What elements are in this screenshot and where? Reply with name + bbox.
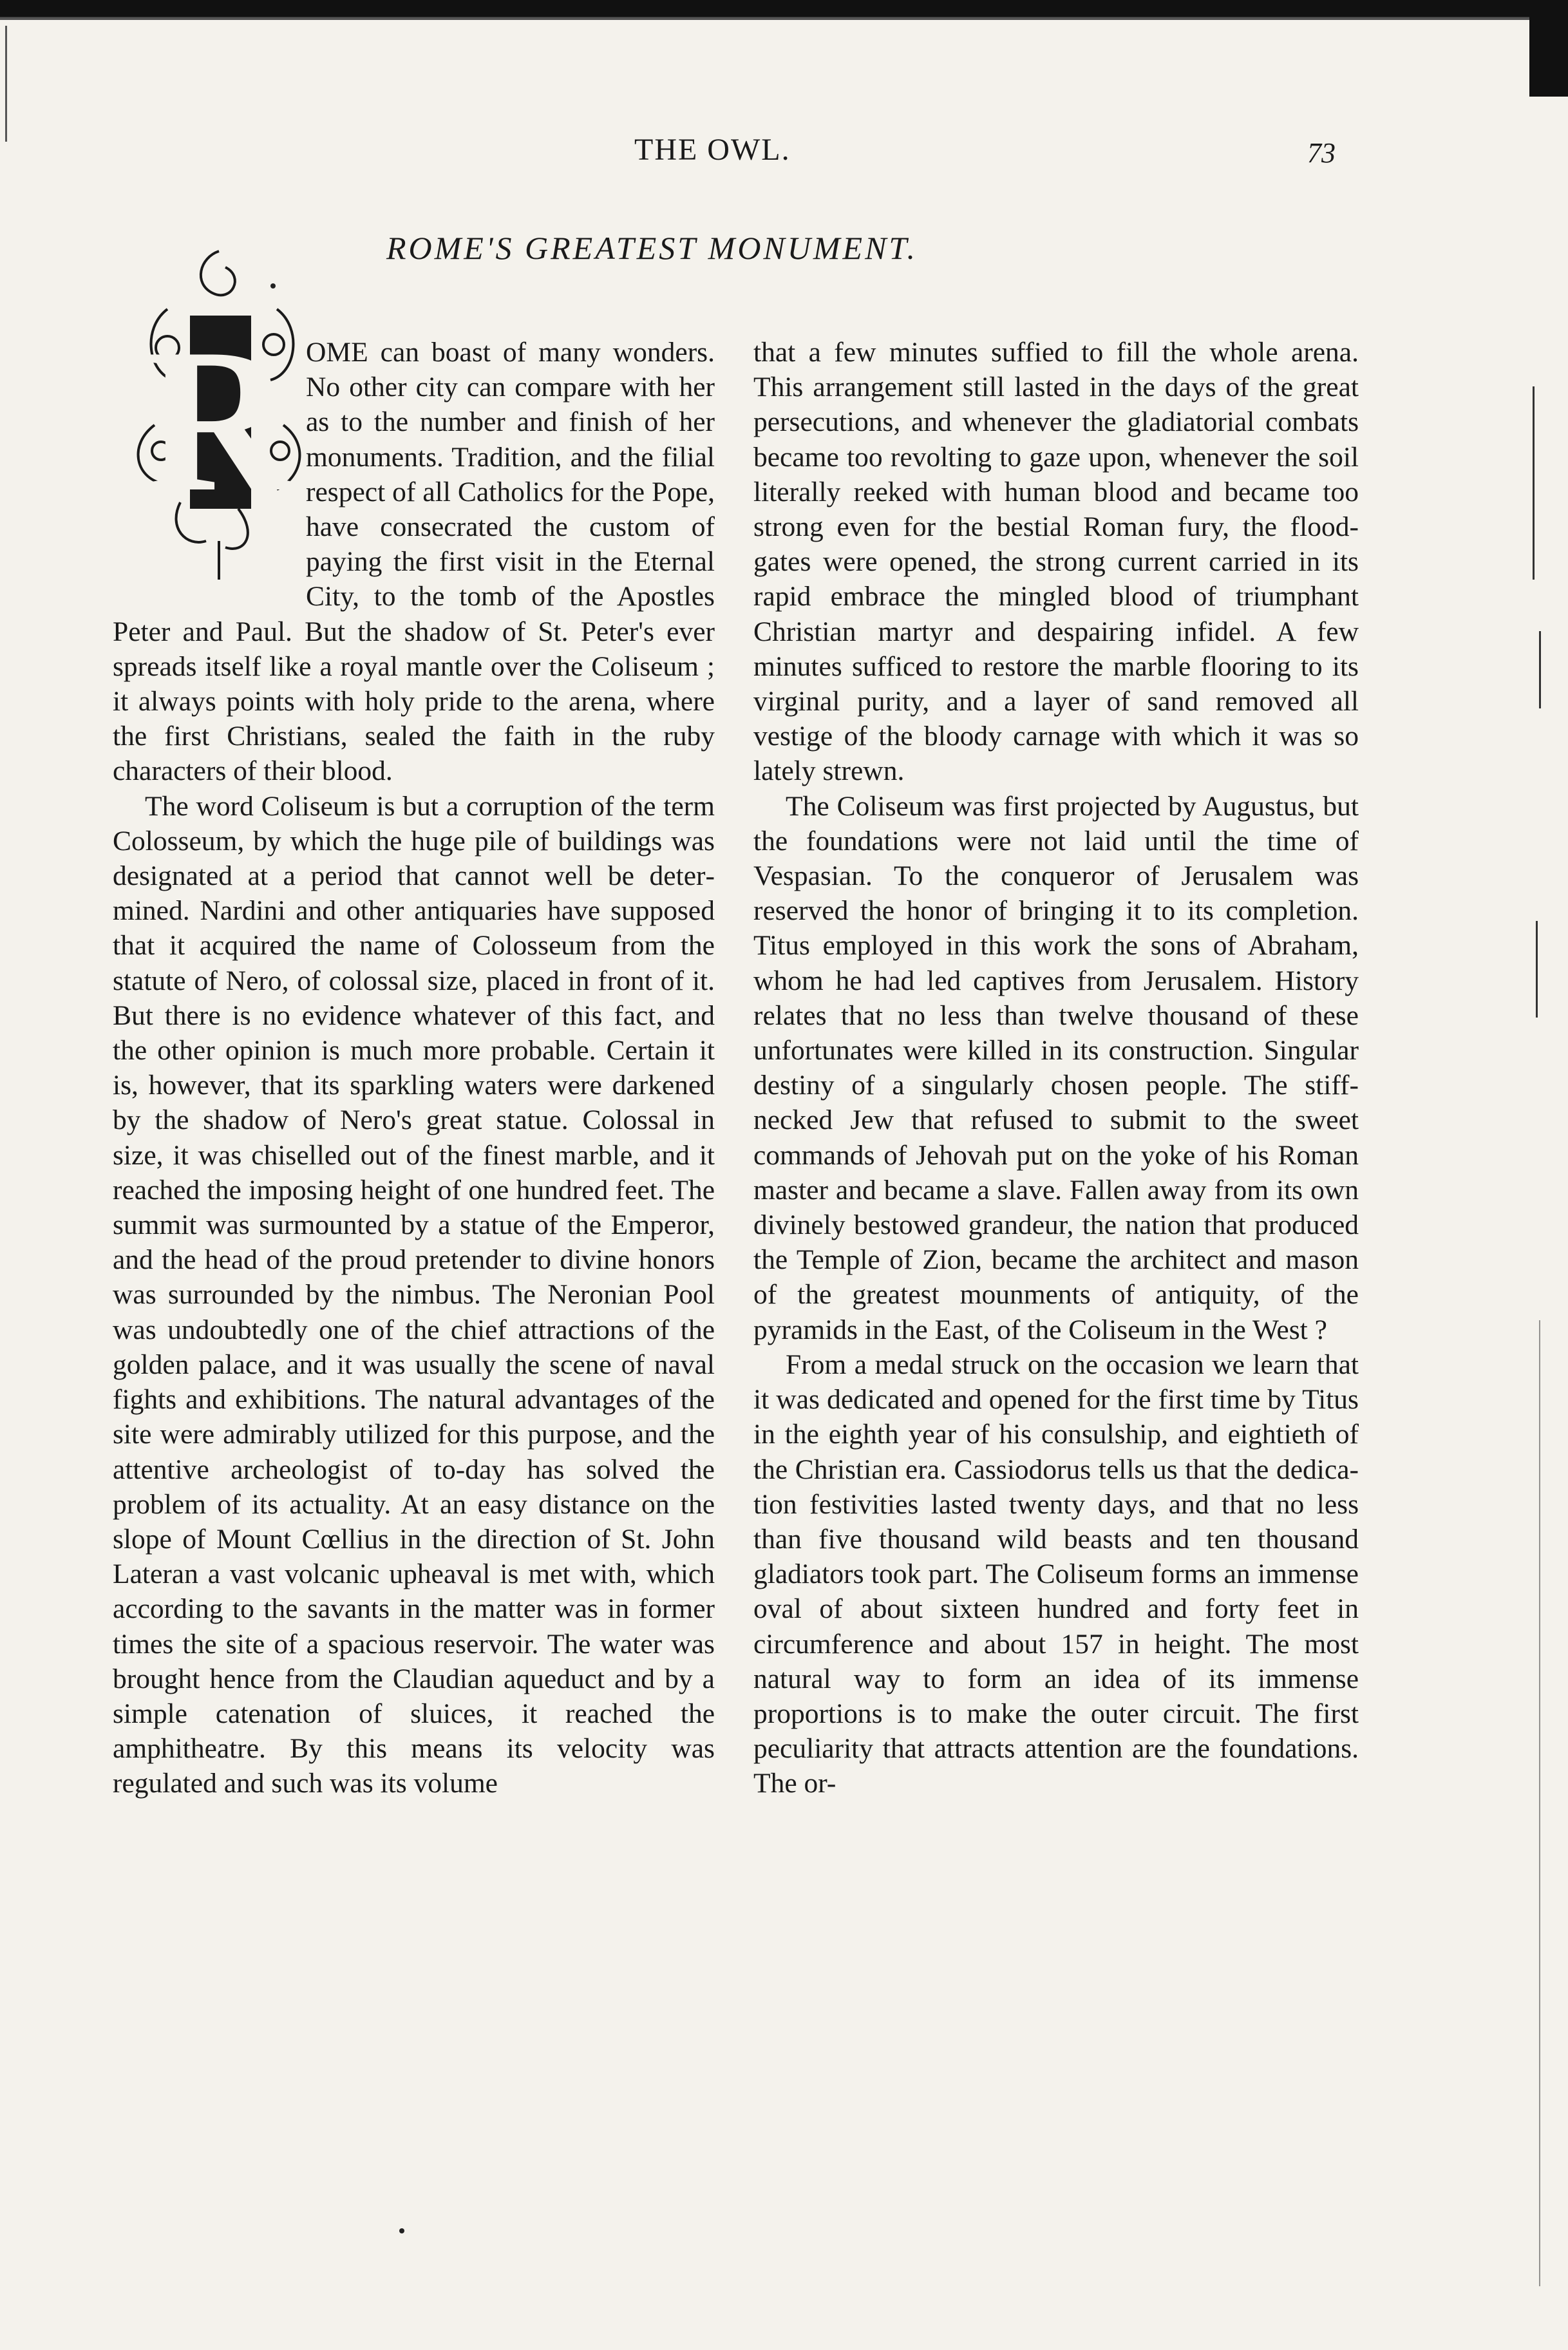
drop-cap-letter: R xyxy=(144,307,294,535)
margin-scratch xyxy=(1539,631,1541,708)
page-number: 73 xyxy=(1307,137,1336,169)
ink-dot xyxy=(399,2228,404,2233)
ornament-flourish-top xyxy=(201,251,235,295)
paragraph-construction: The Coliseum was first projected by Augustus, but the foundations were not laid until the time of Vespasian. To the conqueror of Jerusalem was reserved the honor of bringing it to its completion. Titus employed in this work the sons of Abraham, whom he had led captives from Jerusalem. History relates that no less than twelve thousand of these unfortunates were killed in its construction. Singular destiny of a singularly chosen people. The stiff-necked Jew that refused to submit to the sweet commands of Jehovah put on the yoke of his Roman master and became a slave. Fallen away from its own divinely bestowed grandeur, the nation that produced the Temple of Zion, became the architect and mason of the greatest mounments of antiquity, of the pyramids in the East, of the Coliseum in the West ? xyxy=(753,790,1359,1345)
scan-mark xyxy=(1529,0,1568,97)
running-title: THE OWL. xyxy=(634,133,791,167)
paragraph-arena-flooding: that a few minutes suffied to fill the whole arena. This arrangement still lasted in the days of the great persecutions, and whenever the gladiatorial combats became too revolting to gaze upon, whenever the soil literally reeked with human blood and became too strong even for the bestial Roman fury, the flood-gates were opened, the strong current carried in its rapid embrace the mingled blood of triumphant Christian martyr and despairing infidel. A few minutes sufficed to restore the marble flooring to its virginal purity, and a layer of sand removed all vestige of the bloody carnage with which it was so lately strewn. xyxy=(753,337,1359,787)
scan-edge-mark xyxy=(5,26,7,142)
paragraph-coliseum-name: The word Coliseum is but a corruption of the term Colosseum, by which the huge pile of buildings was designated at a period that cannot well be determined. Nardini and other antiquaries have supposed that it acquired the name of Colosseum from the statute of Nero, of colossal size, placed in front of it. But there is no evidence whatever of this fact, and the other opinion is much more probable. Certain it is, however, that its sparkling waters were darkened by the shadow of Nero's great statue. Colossal in size, it was chiselled out of the finest marble, and it reached the imposing height of one hundred feet. The summit was surmounted by a statue of the Emperor, and the head of the proud pretender to divine honors was surrounded by the nimbus. The Neronian Pool was undoubtedly one of the chief attractions of the golden palace, and it was usually the scene of naval fights and exhibitions. The natural advantages of the site were admirably utilized for this purpose, and the attentive archeologist of to-day has solved the problem of its actuality. At an easy distance on the slope of Mount Cœllius in the direction of St. John Lateran a vast volcanic upheaval is met with, which according to the savants in the matter was in former times the site of a spacious reservoir. The water was brought hence from the Claudian aqueduct and by a simple catenation of sluices, it reached the amphitheatre. By this means its velocity was regulated and such was its volume xyxy=(113,790,715,1799)
ink-dot xyxy=(270,283,276,289)
right-column xyxy=(753,335,1359,1801)
margin-scratch xyxy=(1533,386,1535,580)
margin-scratch xyxy=(1539,1320,1540,2286)
article-title: ROME'S GREATEST MONUMENT. xyxy=(386,230,918,266)
drop-cap-wrap-space xyxy=(113,335,306,612)
margin-scratch xyxy=(1536,921,1538,1018)
paragraph-intro: OME can boast of many wonders. No other city can compare with her as to the number and finish of her monuments. Tradition, and the filial respect of all Catholics for the Pope, have consecrated the custom of paying the first visit in the Eternal City, to the tomb of the Apostles Peter and Paul. But the shadow of St. Peter's ever spreads itself like a royal mantle over the Coliseum ; it always points with holy pride to the arena, where the first Christians, sealed the faith in the ruby characters of their blood. xyxy=(113,337,715,787)
paragraph-dedication: From a medal struck on the occasion we learn that it was dedicated and opened for the first time by Titus in the eighth year of his consulship, and eightieth of the Christian era. Cassiodorus tells us that the dedication festivities lasted twenty days, and that no less than five thousand wild beasts and ten thousand gladiators took part. The Coliseum forms an immense oval of about sixteen hundred and forty feet in circumference and about 157 in height. The most natural way to form an idea of its immense proportions is to make the outer circuit. The first peculiarity that attracts attention are the foundations. The or- xyxy=(753,1349,1359,1799)
left-column xyxy=(113,335,715,1801)
scan-border-top xyxy=(0,0,1568,28)
